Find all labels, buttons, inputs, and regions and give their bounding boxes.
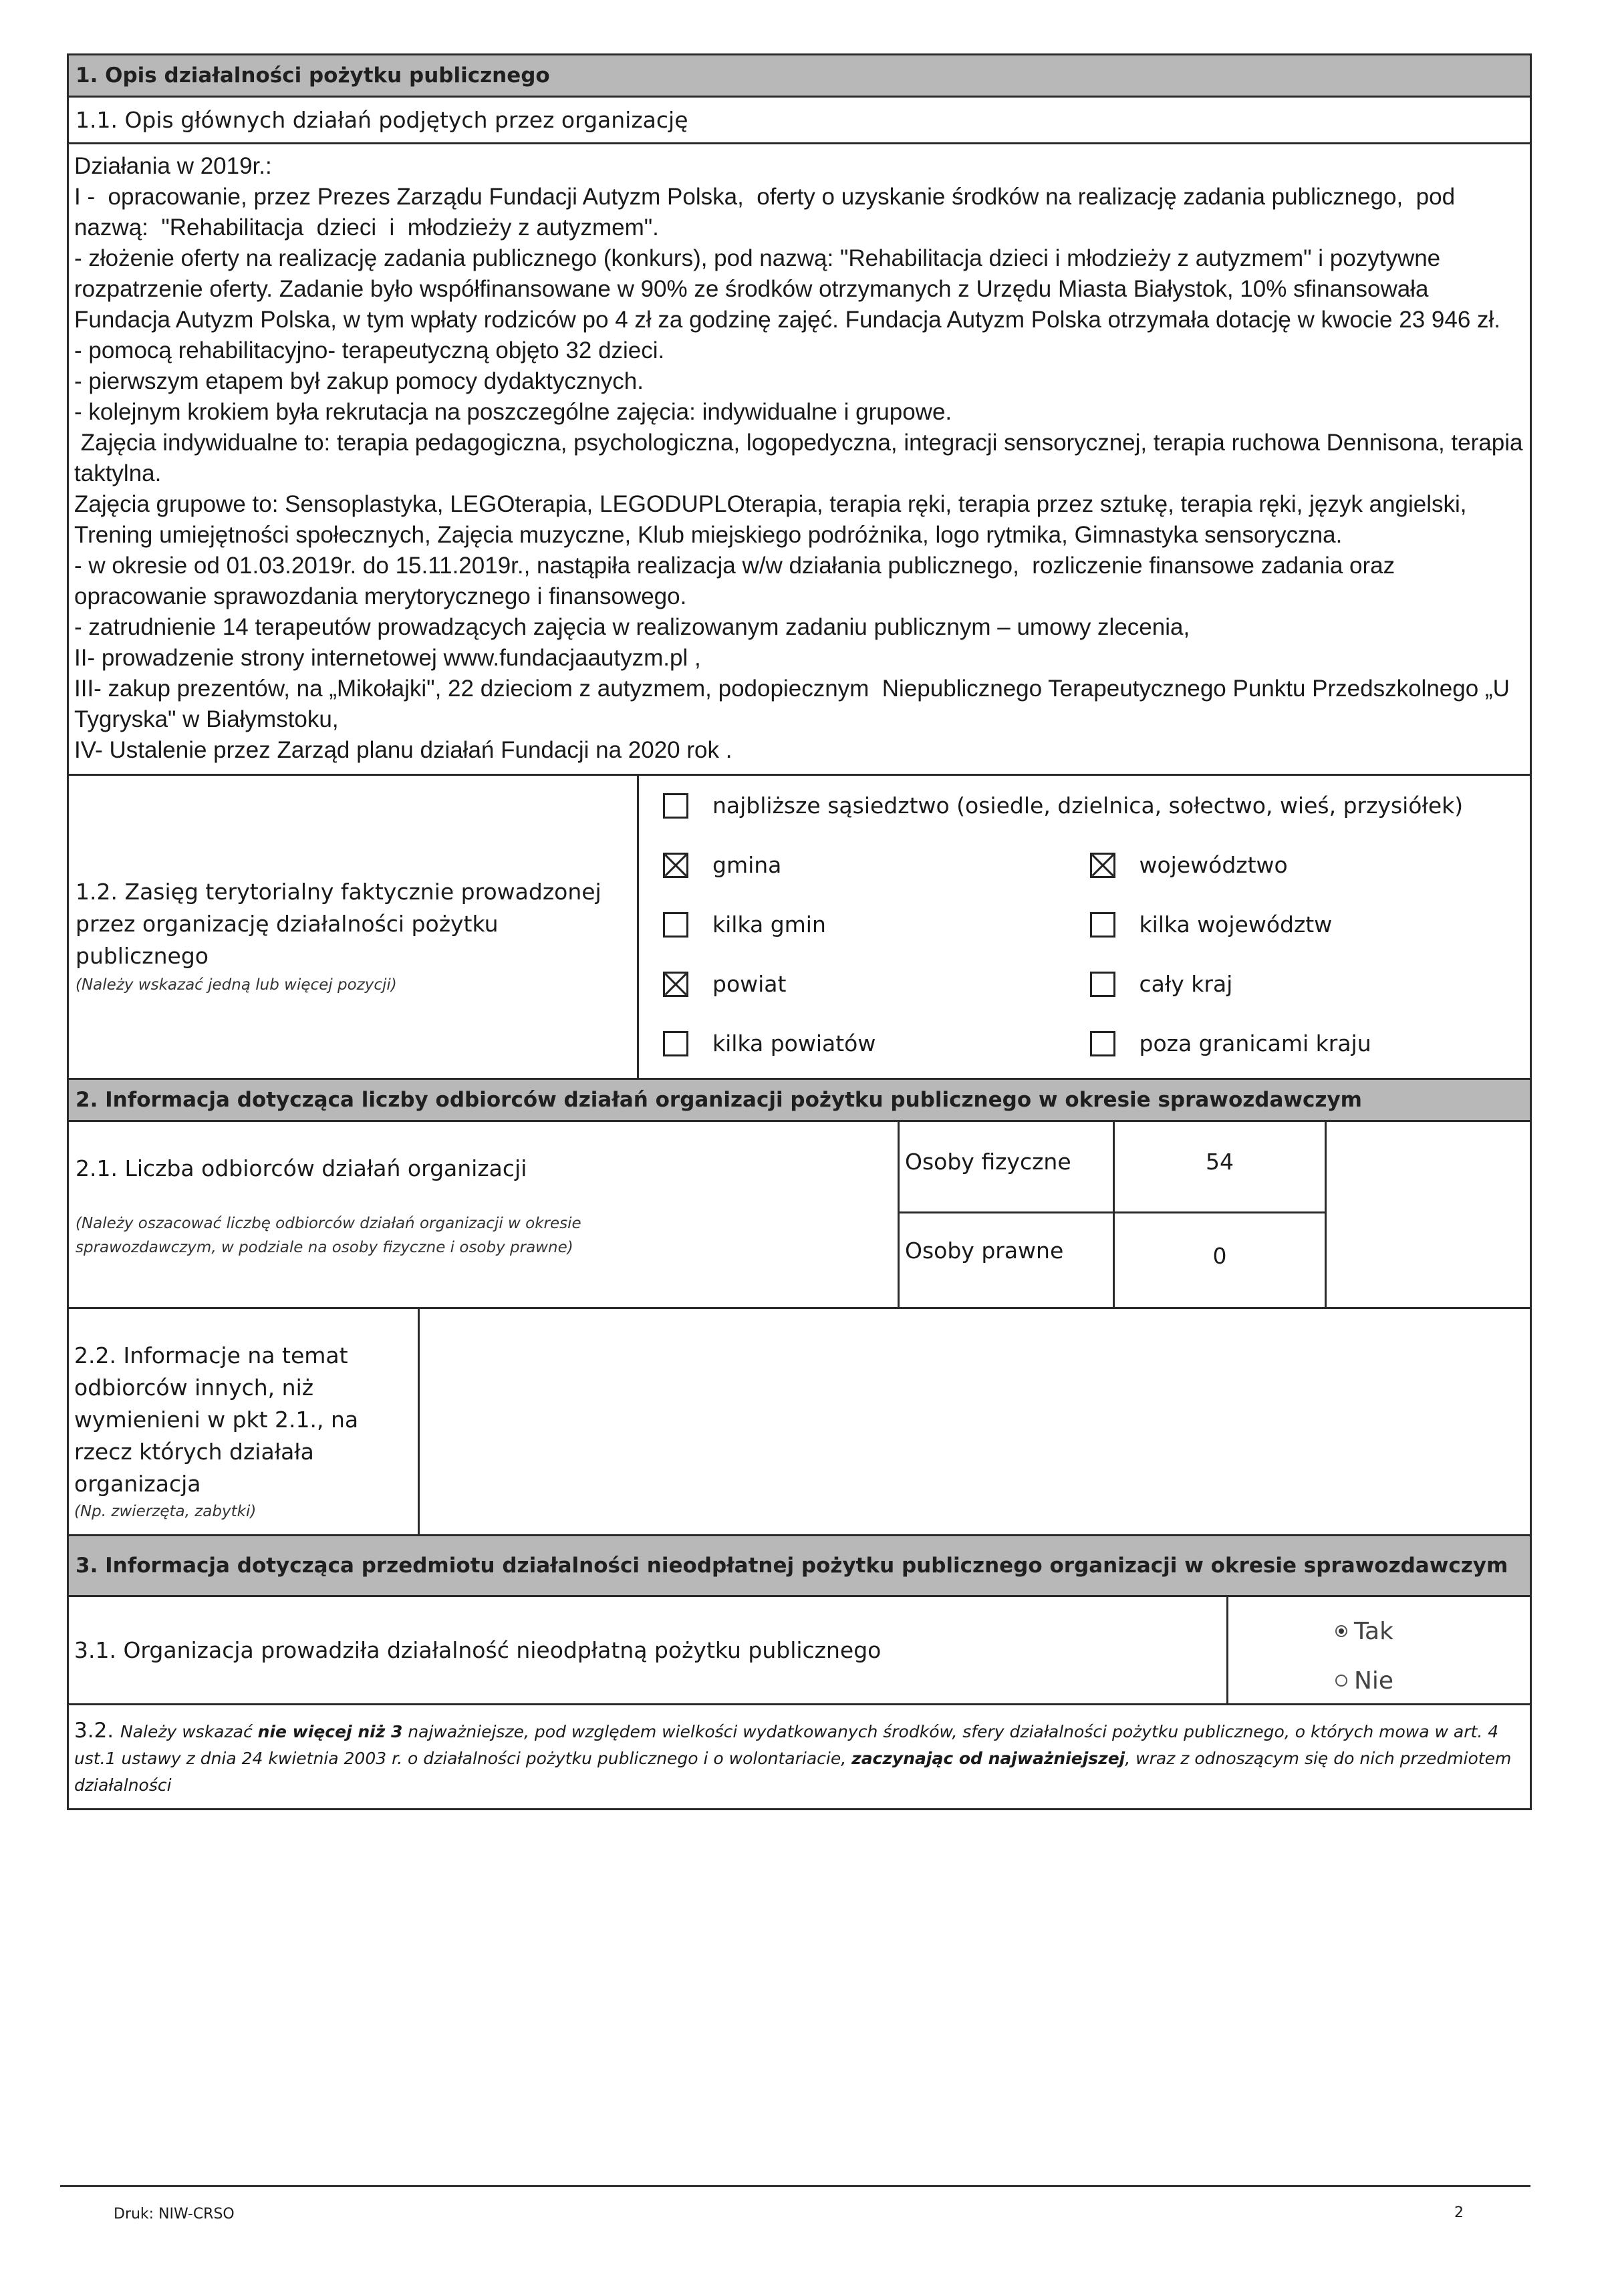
page-footer [60,2185,1530,2222]
range-note: (Należy wskazać jedną lub więcej pozycji) [76,976,397,994]
section-1-header: 1. Opis działalności pożytku publicznego [67,53,1532,96]
option-label: województwo [1139,852,1288,878]
other-recipients-note: (Np. zwierzęta, zabytki) [74,1503,257,1520]
legal-persons-value[interactable]: 0 [1212,1243,1227,1269]
radio-no[interactable] [1335,1656,1530,1705]
note-text-2: najważniejsze, pod względem wielkości wydatkowanych środków, sfery działalności pożytku publicznego, o których mowa w art. 4 ust.1 ustawy z dnia 24 kwietnia 2003 r. o działalności pożytku publicznego i o wolontariacie, [74,1722,1499,1768]
range-label: 1.2. Zasięg terytorialny faktycznie prowadzonej przez organizację działalności pożytku publicznego [76,879,601,969]
natural-persons-label: Osoby fizyczne [900,1122,1113,1213]
legal-persons-label: Osoby prawne [905,1238,1064,1264]
option-powiat[interactable] [663,954,1090,1014]
section-2-header: 2. Informacja dotycząca liczby odbiorców działań organizacji pożytku publicznego w okresie sprawozdawczym [67,1078,1532,1120]
description-line: - pierwszym etapem był zakup pomocy dydaktycznych. [74,368,644,394]
print-code: Druk: NIW-CRSO [114,2206,235,2222]
note-text-1: Należy wskazać [120,1722,258,1741]
option-label: gmina [712,852,782,878]
free-activity-question: 3.1. Organizacja prowadziła działalność nieodpłatną pożytku publicznego [74,1637,882,1663]
other-recipients-row [67,1307,1532,1534]
description-line: - zatrudnienie 14 terapeutów prowadzących zajęcia w realizowanym zadaniu publicznym – umowy zlecenia, [74,614,1190,640]
description-line: - złożenie oferty na realizację zadania publicznego (konkurs), pod nazwą: "Rehabilitacja dzieci i młodzieży z autyzmem" i pozytywne rozpatrzenie oferty. Zadanie było współfinansowane w 90% ze środków otrzymanych z Urzędu Miasta Białystok, 10% sfinansowała Fundacja Autyzm Polska, w tym wpłaty rodziców po 4 zł za godzinę zajęć. Fundacja Autyzm Polska otrzymała dotację w kwocie 23 946 zł. [74,245,1501,333]
option-poza-granicami[interactable] [1090,1014,1517,1073]
note-text-3: , wraz z odnoszącym się do nich przedmiotem działalności [74,1749,1512,1795]
section-3-2 [67,1703,1532,1810]
other-recipients-label: 2.2. Informacje na temat odbiorców innych, niż wymienieni w pkt 2.1., na rzecz których działała organizacja [74,1342,359,1497]
note-bold-1: nie więcej niż 3 [257,1722,403,1741]
description-line: Zajęcia indywidualne to: terapia pedagogiczna, psychologiczna, logopedyczna, integracji sensorycznej, terapia ruchowa Dennisona, terapia taktylna. [74,430,1530,486]
checkbox-icon[interactable] [1090,912,1115,938]
option-label: najbliższe sąsiedztwo (osiedle, dzielnica, sołectwo, wieś, przysiółek) [712,793,1464,819]
option-label: powiat [712,971,787,997]
description-line: IV- Ustalenie przez Zarząd planu działań Fundacji na 2020 rok . [74,737,732,763]
checkbox-icon[interactable] [663,912,688,938]
checkbox-icon[interactable] [663,793,688,819]
note-number: 3.2. [74,1719,121,1743]
radio-no-label: Nie [1354,1667,1394,1695]
person-type-labels [898,1122,1113,1307]
description-line: I - opracowanie, przez Prezes Zarządu Fundacji Autyzm Polska, oferty o uzyskanie środków na realizację zadania publicznego, pod nazwą: "Rehabilitacja dzieci i młodzieży z autyzmem". [74,184,1468,241]
report-form [67,53,1532,1810]
range-options [637,776,1530,1078]
radio-yes[interactable] [1335,1606,1530,1656]
recipients-note: (Należy oszacować liczbę odbiorców działań organizacji w okresie sprawozdawczym, w podziale na osoby fizyczne i osoby prawne) [76,1215,581,1256]
other-recipients-field[interactable] [418,1309,1530,1534]
recipients-count-row [67,1120,1532,1307]
checkbox-icon[interactable] [1090,853,1115,878]
description-line: - kolejnym krokiem była rekrutacja na poszczególne zajęcia: indywidualne i grupowe. [74,399,952,425]
checkbox-icon[interactable] [663,853,688,878]
description-line: Działania w 2019r.: [74,153,272,179]
option-wojewodztwo[interactable] [1090,835,1517,895]
range-label-cell [69,776,637,1078]
description-line: - pomocą rehabilitacyjno- terapeutyczną objęto 32 dzieci. [74,337,665,364]
option-kilka-gmin[interactable] [663,895,1090,954]
radio-yes-label: Tak [1354,1617,1393,1645]
option-label: kilka gmin [712,911,826,938]
option-neighbourhood[interactable] [663,776,1516,835]
checkbox-icon[interactable] [1090,972,1115,997]
radio-icon[interactable] [1335,1625,1347,1637]
option-gmina[interactable] [663,835,1090,895]
option-kilka-wojewodztw[interactable] [1090,895,1517,954]
option-label: kilka województw [1139,911,1333,938]
person-type-values [1113,1122,1327,1307]
checkbox-icon[interactable] [663,1031,688,1056]
page-number: 2 [1454,2204,1464,2221]
option-kilka-powiatow[interactable] [663,1014,1090,1073]
section-3-header: 3. Informacja dotycząca przedmiotu działalności nieodpłatnej pożytku publicznego organizacji w okresie sprawozdawczym [67,1534,1532,1595]
territorial-range-row [67,774,1532,1078]
checkbox-icon[interactable] [1090,1031,1115,1056]
natural-persons-value[interactable]: 54 [1115,1122,1325,1213]
note-bold-2: zaczynając od najważniejszej [851,1749,1125,1768]
checkbox-icon[interactable] [663,972,688,997]
activities-description [67,142,1532,774]
radio-icon[interactable] [1335,1675,1347,1687]
description-line: Zajęcia grupowe to: Sensoplastyka, LEGOterapia, LEGODUPLOterapia, terapia ręki, terapia przez sztukę, terapia ręki, język angielski, Trening umiejętności społecznych, Zajęcia muzyczne, Klub miejskiego podróżnika, logo rytmika, Gimnastyka sensoryczna. [74,491,1473,548]
free-activity-row [67,1595,1532,1703]
description-line: III- zakup prezentów, na „Mikołajki", 22 dzieciom z autyzmem, podopiecznym Niepublicznego Terapeutycznego Punktu Przedszkolnego „U Tygryska" w Białymstoku, [74,676,1516,732]
option-label: poza granicami kraju [1139,1030,1371,1056]
description-line: II- prowadzenie strony internetowej www.fundacjaautyzm.pl , [74,645,701,671]
other-recipients-label-cell [69,1309,418,1534]
section-1-1-label: 1.1. Opis głównych działań podjętych przez organizację [67,96,1532,142]
option-label: kilka powiatów [712,1030,876,1056]
recipients-label: 2.1. Liczba odbiorców działań organizacji [76,1155,527,1181]
free-activity-radios [1226,1597,1530,1703]
blank-cell [1327,1122,1530,1307]
option-label: cały kraj [1139,971,1233,997]
option-caly-kraj[interactable] [1090,954,1517,1014]
recipients-label-cell [69,1122,898,1307]
description-line: - w okresie od 01.03.2019r. do 15.11.2019r., nastąpiła realizacja w/w działania publicznego, rozliczenie finansowe zadania oraz opracowanie sprawozdania merytorycznego i finansowego. [74,553,1401,609]
